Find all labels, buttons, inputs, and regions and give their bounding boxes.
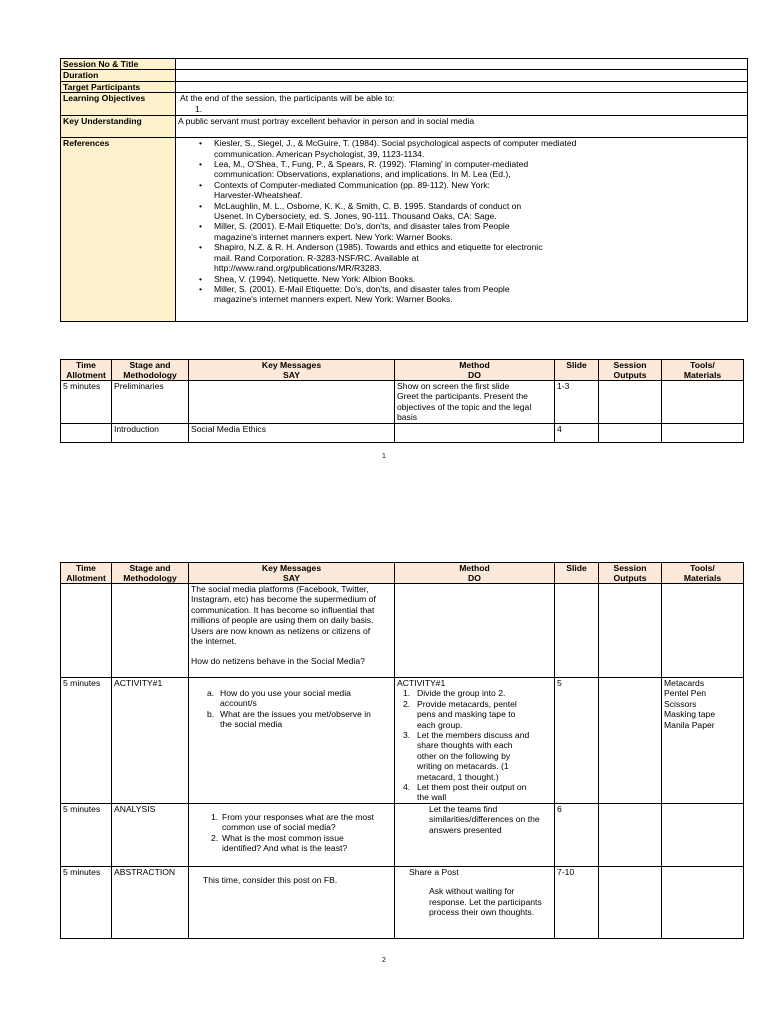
tool-item: Scissors xyxy=(664,698,697,709)
header-key-line2: SAY xyxy=(283,370,300,380)
intro-line: the internet. xyxy=(191,636,237,647)
header-slide: Slide xyxy=(555,563,599,584)
list-marker: 3. xyxy=(403,730,411,741)
reference-line: • Kiesler, S., Siegel, J., & McGuire, T. (1984). Social psychological aspects of computer mediated xyxy=(214,138,577,149)
list-text xyxy=(222,833,347,854)
header-stage-line1: Stage and xyxy=(129,563,171,573)
row-slide: 6 xyxy=(555,803,599,866)
header-stage xyxy=(112,360,189,381)
row-method xyxy=(395,866,555,938)
duration-value xyxy=(176,70,748,81)
header-outputs-line1: Session xyxy=(613,360,647,370)
table-row xyxy=(61,803,744,866)
learning-objectives-cell xyxy=(176,93,748,116)
session-title-label: Session No & Title xyxy=(61,59,176,70)
row-time: 5 minutes xyxy=(61,678,112,804)
header-tools-line2: Materials xyxy=(683,370,722,380)
row-slide xyxy=(555,584,599,678)
list-text xyxy=(220,688,351,709)
header-time-line1: Time xyxy=(76,360,96,370)
row-method xyxy=(395,678,555,804)
method-line: objectives of the topic and the legal xyxy=(397,401,532,412)
row-key xyxy=(189,803,395,866)
reference-line: • McLaughlin, M. L., Osborne, K. K., & Smith, C. B. 1995. Standards of conduct on xyxy=(214,200,522,211)
learning-objectives-text: At the end of the session, the participants will be able to: xyxy=(180,93,395,104)
row-tools xyxy=(662,803,744,866)
reference-line: • Shea, V. (1994). Netiquette. New York: Albion Books. xyxy=(214,273,416,284)
intro-question: How do netizens behave in the Social Media? xyxy=(191,656,365,667)
row-time xyxy=(61,423,112,442)
list-text xyxy=(417,730,529,782)
row-outputs xyxy=(599,803,662,866)
reference-item xyxy=(214,221,745,242)
reference-line: • Shapiro, N.Z. & R. H. Anderson (1985). Towards and ethics and etiquette for electronic xyxy=(214,242,543,253)
target-participants-label: Target Participants xyxy=(61,81,176,92)
key-understanding-label: Key Understanding xyxy=(61,116,176,138)
list-item xyxy=(403,730,552,782)
session-info-table xyxy=(60,58,748,322)
reference-line: • Lea, M., O'Shea, T., Fung, P., & Spears, R. (1992). 'Flaming' in computer-mediated xyxy=(214,159,529,170)
row-tools xyxy=(662,866,744,938)
row-outputs xyxy=(599,866,662,938)
row-time xyxy=(61,584,112,678)
references-list xyxy=(178,138,745,305)
row-key: Social Media Ethics xyxy=(189,423,395,442)
list-line: common use of social media? xyxy=(222,822,336,833)
header-method xyxy=(395,360,555,381)
reference-line: Usenet. In Cybersociety, ed. S. Jones, 90-111. Thousand Oaks, CA: Sage. xyxy=(214,211,497,222)
header-stage-line2: Methodology xyxy=(123,573,177,583)
method-line: Ask without waiting for xyxy=(429,886,515,897)
list-line: Let them post their output on xyxy=(417,782,527,793)
reference-item xyxy=(214,284,745,305)
reference-line: • Contexts of Computer-mediated Communication (pp. 89-112). New York: xyxy=(214,179,490,190)
list-marker: a. xyxy=(207,688,215,698)
list-line: other on the following by xyxy=(417,750,511,761)
header-outputs xyxy=(599,360,662,381)
duration-label: Duration xyxy=(61,70,176,81)
reference-line: communication. American Psychologist, 39, 1123-1134. xyxy=(214,148,425,159)
row-stage: ANALYSIS xyxy=(112,803,189,866)
list-line: account/s xyxy=(220,698,257,709)
header-method-line1: Method xyxy=(459,360,490,370)
reference-item xyxy=(214,138,745,159)
intro-line: communication. It has become so influential that xyxy=(191,604,375,615)
header-key-line1: Key Messages xyxy=(261,360,322,370)
row-key xyxy=(189,584,395,678)
reference-line: http://www.rand.org/publications/MR/R3283. xyxy=(214,263,382,274)
session-plan-table-page2 xyxy=(60,562,744,939)
target-participants-value xyxy=(176,81,748,92)
header-stage xyxy=(112,563,189,584)
header-tools-line1: Tools/ xyxy=(690,563,715,573)
row-stage: Introduction xyxy=(112,423,189,442)
key-understanding-text: A public servant must portray excellent behavior in person and in social media xyxy=(176,116,748,138)
row-time: 5 minutes xyxy=(61,381,112,424)
table-row xyxy=(61,423,744,442)
header-outputs-line2: Outputs xyxy=(613,573,647,583)
reference-item xyxy=(214,159,745,180)
references-label: References xyxy=(61,138,176,322)
row-tools xyxy=(662,423,744,442)
reference-item xyxy=(214,242,745,273)
row-slide: 7-10 xyxy=(555,866,599,938)
header-time-line1: Time xyxy=(76,563,96,573)
list-line: How do you use your social media xyxy=(220,688,351,698)
row-key xyxy=(189,381,395,424)
header-slide: Slide xyxy=(555,360,599,381)
row-stage: ACTIVITY#1 xyxy=(112,678,189,804)
list-line: pens and masking tape to xyxy=(417,709,516,720)
list-text xyxy=(220,709,371,730)
tool-item: Pentel Pen xyxy=(664,688,707,699)
header-key-line1: Key Messages xyxy=(261,563,322,573)
tool-item: Manila Paper xyxy=(664,719,715,730)
list-item xyxy=(403,688,552,698)
page-number-1: 1 xyxy=(382,453,386,460)
header-method-line2: DO xyxy=(468,370,481,380)
intro-line: Users are now known as netizens or citizens of xyxy=(191,625,371,636)
reference-item xyxy=(214,201,745,222)
list-text xyxy=(417,782,526,803)
header-outputs-line1: Session xyxy=(613,563,647,573)
reference-line: • Miller, S. (2001). E-Mail Etiquette: Do's, don'ts, and disaster tales from People xyxy=(214,283,510,294)
list-item xyxy=(403,782,552,803)
abstraction-do-title: Share a Post xyxy=(409,866,459,877)
row-slide: 4 xyxy=(555,423,599,442)
header-stage-line1: Stage and xyxy=(129,360,171,370)
method-line: basis xyxy=(397,412,418,423)
list-line: each group. xyxy=(417,719,463,730)
header-tools xyxy=(662,360,744,381)
method-line: Let the teams find xyxy=(429,803,498,814)
reference-line: • Miller, S. (2001). E-Mail Etiquette: Do's, don'ts, and disaster tales from People xyxy=(214,221,510,232)
analysis-question-list xyxy=(191,812,392,854)
list-marker: b. xyxy=(207,708,215,719)
tool-item: Masking tape xyxy=(664,709,716,720)
header-outputs xyxy=(599,563,662,584)
intro-line: Instagram, etc) has become the supermedium of xyxy=(191,594,376,605)
intro-line: The social media platforms (Facebook, Twitter, xyxy=(191,584,369,594)
header-method xyxy=(395,563,555,584)
list-line: What is the most common issue xyxy=(222,832,344,843)
method-line: similarities/differences on the xyxy=(429,814,540,825)
list-marker: 2. xyxy=(403,698,411,709)
row-time: 5 minutes xyxy=(61,803,112,866)
learning-objectives-label: Learning Objectives xyxy=(61,93,176,116)
reference-line: magazine's internet manners expert. New York: Warner Books. xyxy=(214,231,453,242)
activity-do-title: ACTIVITY#1 xyxy=(397,678,446,688)
list-line: share thoughts with each xyxy=(417,740,513,751)
list-line: the social media xyxy=(220,719,283,730)
row-outputs xyxy=(599,584,662,678)
table-row xyxy=(61,381,744,424)
method-line: response. Let the participants xyxy=(429,896,542,907)
table-row xyxy=(61,866,744,938)
list-marker: 1. xyxy=(211,811,219,822)
header-outputs-line2: Outputs xyxy=(613,370,647,380)
row-outputs xyxy=(599,423,662,442)
list-line: identified? And what is the least? xyxy=(222,843,348,854)
list-text xyxy=(417,699,517,730)
row-tools xyxy=(662,678,744,804)
row-tools xyxy=(662,584,744,678)
list-line: Divide the group into 2. xyxy=(417,688,506,699)
row-stage: Preliminaries xyxy=(112,381,189,424)
header-tools-line2: Materials xyxy=(683,573,722,583)
table-row xyxy=(61,584,744,678)
row-method xyxy=(395,381,555,424)
row-key xyxy=(189,866,395,938)
method-line: Greet the participants. Present the xyxy=(397,391,528,402)
row-method xyxy=(395,803,555,866)
list-marker: 1. xyxy=(403,688,411,699)
row-outputs xyxy=(599,678,662,804)
header-time xyxy=(61,360,112,381)
list-item xyxy=(211,812,392,833)
list-line: writing on metacards. (1 xyxy=(417,761,509,772)
table-row xyxy=(61,678,744,804)
header-key-line2: SAY xyxy=(283,573,300,583)
activity-question-list xyxy=(191,688,392,730)
list-line: the wall xyxy=(417,792,447,803)
reference-line: communication: Observations, explanations, and implications. In M. Lea (Ed.), xyxy=(214,169,511,180)
intro-line: millions of people are using them on daily basis. xyxy=(191,615,374,626)
list-item xyxy=(403,699,552,730)
header-key-messages xyxy=(189,563,395,584)
abstraction-say: This time, consider this post on FB. xyxy=(203,874,338,885)
reference-line: mail. Rand Corporation. R-3283-NSF/RC. Available at xyxy=(214,252,419,263)
list-line: Let the members discuss and xyxy=(417,730,530,741)
row-stage: ABSTRACTION xyxy=(112,866,189,938)
row-slide: 5 xyxy=(555,678,599,804)
list-marker: 2. xyxy=(211,832,219,843)
row-key xyxy=(189,678,395,804)
list-marker: 4. xyxy=(403,782,411,793)
learning-objectives-item: 1. xyxy=(195,103,203,114)
reference-line: Harvester-Wheatsheaf. xyxy=(214,190,303,201)
activity-steps-list xyxy=(397,688,552,802)
row-method xyxy=(395,584,555,678)
references-cell xyxy=(176,138,748,322)
session-title-value xyxy=(176,59,748,70)
reference-line: magazine's internet manners expert. New York: Warner Books. xyxy=(214,294,453,305)
row-stage xyxy=(112,584,189,678)
method-line: Show on screen the first slide xyxy=(397,381,510,391)
header-method-line1: Method xyxy=(459,563,490,573)
row-time: 5 minutes xyxy=(61,866,112,938)
method-line: answers presented xyxy=(429,824,502,835)
header-time-line2: Allotment xyxy=(66,573,106,583)
tool-item: Metacards xyxy=(664,678,705,688)
reference-item xyxy=(214,274,745,284)
list-line: From your responses what are the most xyxy=(222,811,374,822)
list-item xyxy=(207,688,392,709)
row-outputs xyxy=(599,381,662,424)
row-method xyxy=(395,423,555,442)
header-method-line2: DO xyxy=(468,573,481,583)
header-tools xyxy=(662,563,744,584)
row-slide: 1-3 xyxy=(555,381,599,424)
session-plan-table-page1 xyxy=(60,359,744,443)
list-line: What are the issues you met/observe in xyxy=(220,708,371,719)
list-item xyxy=(211,833,392,854)
header-stage-line2: Methodology xyxy=(123,370,177,380)
list-line: Provide metacards, pentel xyxy=(417,698,517,709)
header-key-messages xyxy=(189,360,395,381)
list-text xyxy=(417,688,505,698)
header-time xyxy=(61,563,112,584)
header-tools-line1: Tools/ xyxy=(690,360,715,370)
header-time-line2: Allotment xyxy=(66,370,106,380)
page-number-2: 2 xyxy=(382,957,386,964)
list-text xyxy=(222,812,374,833)
list-line: metacard, 1 thought.) xyxy=(417,771,499,782)
list-item xyxy=(207,709,392,730)
reference-item xyxy=(214,180,745,201)
row-tools xyxy=(662,381,744,424)
method-line: process their own thoughts. xyxy=(429,907,535,918)
